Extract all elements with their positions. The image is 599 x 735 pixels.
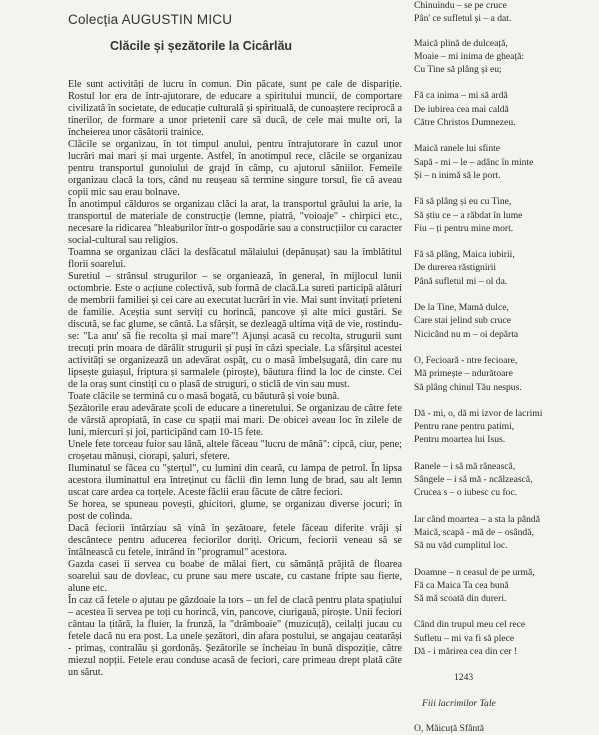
poem-line: Să mă scoată din dureri.: [414, 593, 507, 605]
collection-header: Colecția AUGUSTIN MICU: [68, 12, 233, 27]
poem-line: Ranele – i să mă rănească,: [414, 460, 516, 472]
poem-line: De durerea răstignirii: [414, 262, 497, 274]
poem-line: Fă să plâng și eu cu Tine,: [414, 196, 512, 208]
poem-line: Doamne – n ceasul de pe urmă,: [414, 566, 535, 578]
paragraph: Ele sunt activități de lucru în comun. Din păcate, sunt pe cale de dispariție. Rostul lor era de într-ajutorare, de educare a spiritului muncii, de comportare civilizată în societate, de educație culturală și spirituală, de cunoaștere reciprocă a tinerilor, de formare a unor prietenii care să ducă, de cele mai multe ori, la încheierea unor căsătorii trainice.: [68, 79, 402, 138]
poem-stanza: [414, 37, 594, 77]
poem-line: Sufletu – mi va fi să plece: [414, 632, 515, 644]
poem-line: O, Măicuță Sfântă: [414, 722, 485, 734]
poem-line: Și – n inimă să le port.: [414, 169, 501, 181]
paragraph: Unele fete torceau fuior sau lână, altele făceau "lucru de mână": cipcă, ciur, pene; croșetau mănuși, ciorapi, șaluri, sfetere.: [68, 439, 402, 462]
poem-stanza: [414, 618, 594, 658]
article-body: [68, 79, 402, 679]
paragraph: Clăcile se organizau, în tot timpul anului, pentru întrajutorare în cazul unor lucrări mai mari și mai urgente. Astfel, în anotimpul rece, clăcile se organizau pentru transportul gunoiului de grajd în câmp, cu ajutorul săniilor. Femeile organizau clacă la tors, când nu reușeau să termine singure torsul, fie că aveau copii mic sau erau bolnave.: [68, 139, 402, 198]
poem-line: Dă - mi, o, dă mi izvor de lacrimi: [414, 407, 543, 419]
poem-line: Sapă - mi – le – adânc în minte: [414, 156, 534, 168]
poem-line: Să nu văd cumplitul loc.: [414, 540, 508, 552]
poem-stanza: [414, 566, 594, 606]
poem-stanza: [414, 301, 594, 341]
poem-line: Moaie – mi inima de gheață:: [414, 50, 525, 62]
poem-line: Care stai jelind sub cruce: [414, 315, 511, 327]
poem-line: Până sufletul mi – ol da.: [414, 275, 508, 287]
poem-stanza: [414, 513, 594, 553]
poem-line: Maică plină de dulceață,: [414, 37, 508, 49]
poem-subtitle: Fiii lacrimilor Tale: [422, 697, 496, 709]
poem-line: Maică, scapă - mă de – osândă,: [414, 526, 534, 538]
poem-line: Pân' ce sufletul și – a dat.: [414, 13, 512, 25]
poem-line: Pentru rane pentru patimi,: [414, 421, 515, 433]
poem-stanza: [414, 460, 594, 500]
poem-number: 1243: [454, 672, 474, 684]
paragraph: Iluminatul se făcea cu "șterțul", cu lumini din ceară, cu lampa de petrol. În lipsa acestora iluminattul era întreținut cu făclii din lemn lung de brad, sau alt lemn uscat care ardea ca torțele. Aceste făclii erau făcute de către feciori.: [68, 463, 402, 498]
poem-line: Nicicând nu m – oi depărta: [414, 328, 519, 340]
poem-stanza: [414, 407, 594, 447]
poem-line: O, Fecioară - ntre fecioare,: [414, 354, 518, 366]
poem-line: Dă - i mărirea cea din cer !: [414, 645, 518, 657]
poem-line: Să plâng chinul Tău nespus.: [414, 381, 522, 393]
poem-line: Pentru moartea lui Isus.: [414, 434, 506, 446]
poem-stanza: [414, 195, 594, 235]
poem-line: Fă să plâng, Maica iubirii,: [414, 249, 515, 261]
paragraph: Toamna se organizau clăci la desfăcatul mălaiului (depănușat) sau la îmblătitul florii soarelui.: [68, 247, 402, 270]
poem-stanza: [414, 0, 594, 26]
poem-line: Fă ca inima – mi să ardă: [414, 90, 508, 102]
poem-line: Să știu ce – a răbdat în lume: [414, 209, 523, 221]
paragraph: Șezătorile erau adevărate școli de educare a tineretului. Se organizau de către fete de vârstă apropiată, în case cu spații mai mari. De obicei aveau loc în zilele de luni, miercuri și joi, participând cam 10-15 fete.: [68, 403, 402, 438]
paragraph: Gazda casei îi servea cu boabe de mălai fiert, cu sămânță prăjită de floarea soarelui sau de dovleac, cu prune sau mere uscate, cu castane fripte sau fierte, alune etc.: [68, 559, 402, 594]
paragraph: Suretiul – strânsul strugurilor – se organiează, în general, în mijlocul lunii octombrie. Este o acțiune colectivă, sub formă de clacă.La sureti participă alături de membrii familiei și cei care au executat lucrări în vie. Mai sunt invitați prieteni de familie. Aceștia sunt serviți cu horincă, pancove și alte mici gustări. Se discută, se fac glume, se cântă. La sfârșit, se dezleagă ultima viță de vie, rostindu-se: "La anu' să fie recolta și mai mare"! Ajunși acasă cu recolta, strugurii sunt trecuți prin moara de dărâlit strugurii și puși în căzi speciale. La sfârșitul acestei activități se organizează un adevărat ospăț, cu o masă îmbelșugată, din care nu lipsește guiașul, friptura și sarmalele (piroște), băutura fiind la loc de cinste. Cei de la oraș sunt cinstiți cu o plasă de struguri, o sticlă de vin sau must.: [68, 271, 402, 390]
poem-line: Mă primește – ndurătoare: [414, 368, 513, 380]
poem-line: Crucea s – o iubesc cu foc.: [414, 487, 518, 499]
paragraph: În caz că fetele o ajutau pe găzdoaie la tors – un fel de clacă pentru plata spațiului – acestea îi servea pe toți cu horincă, vin, pancove, ciurigauă, piroște. Unii feciori cântau la țitără, la fluier, la frunză, la "drâmboaie" (muzicuță), ceilalți jucau cu fetele dacă nu era post. La unele șezători, din afara postului, se angajau ceatarăși - primaș, contralău și gordonăș. Șezătorile se încheiau în bună dispoziție, către miezul nopții. Fetele erau conduse acasă de feciori, care primeau drept plată câte un sărut.: [68, 595, 402, 678]
poem-line: Chinuindu – se pe cruce: [414, 0, 507, 11]
article-title: Clăcile și șezătorile la Cicârlău: [110, 39, 293, 53]
poem-column: [414, 0, 594, 735]
poem-stanza: [414, 142, 594, 182]
poem-line: Cu Tine să plâng și eu;: [414, 64, 502, 76]
paragraph: Se horea, se spuneau povești, ghicitori, glume, se organizau diverse jocuri; în post de colinda.: [68, 499, 402, 522]
paragraph: În anotimpul călduros se organizau clăci la arat, la transportul grâului la arie, la transportul de materiale de construcție (lemne, piatră, "voioaje" - chirpici etc., necesare la ridicarea "hleaburilor într-o gospodărie sau a construcțiilor cu caracter social-cultural sau religios.: [68, 199, 402, 246]
poem-line: Sângele – i să mă - ncălzească,: [414, 474, 533, 486]
poem-line: De la Tine, Mamă dulce,: [414, 302, 509, 314]
poem-stanza: [414, 89, 594, 129]
paragraph: Dacă feciorii întârziau să vină în șezătoare, fetele făceau diferite vrăji și descântece pentru aducerea feciorilor doriți. Oricum, feciorii veneau să se întâlnească cu fetele, intrând în "programul" acestora.: [68, 523, 402, 558]
poem-stanza: [414, 248, 594, 288]
poem-stanza: [414, 354, 594, 394]
poem-line: De iubirea cea mai caldă: [414, 103, 509, 115]
poem-line: Fiu – ți pentru mine mort.: [414, 222, 514, 234]
poem-line: Maică ranele lui sfinte: [414, 143, 501, 155]
poem-line: Când din trupul meu cel rece: [414, 619, 526, 631]
paragraph: Toate clăcile se termină cu o masă bogată, cu băutură și voie bună.: [68, 391, 340, 402]
poem-line: Iar când moartea – a sta la pândă: [414, 513, 540, 525]
poem-line: Fă ca Maica Ta cea bună: [414, 579, 509, 591]
poem-line: Către Christos Dumnezeu.: [414, 117, 516, 129]
